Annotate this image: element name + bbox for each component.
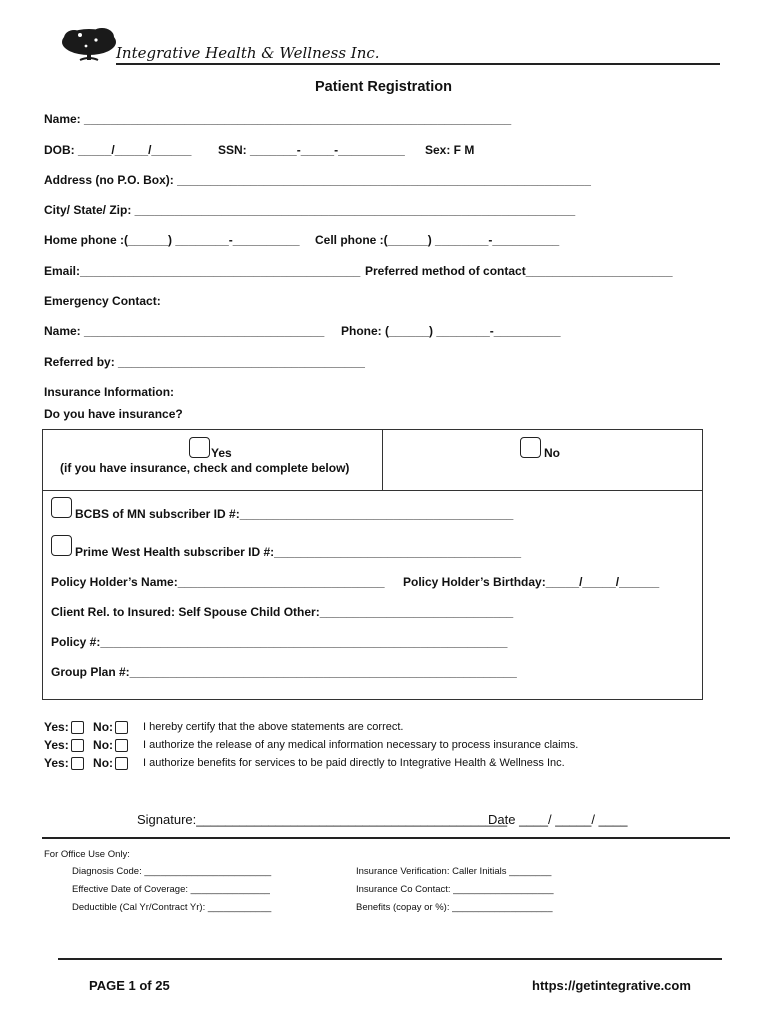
consent-text: I authorize the release of any medical information necessary to process insurance claims. <box>143 739 579 751</box>
policy-holder-name-field[interactable]: Policy Holder’s Name:_______________________________ <box>51 575 385 589</box>
consent-yes-label: Yes: <box>44 738 69 752</box>
consent-row <box>44 720 128 734</box>
home-phone-field[interactable]: Home phone :(______) ________-__________ <box>44 233 300 247</box>
consent-yes-checkbox[interactable] <box>71 757 84 770</box>
insurance-yes-label: Yes <box>211 446 232 460</box>
ssn-field[interactable]: SSN: _______-_____-__________ <box>218 143 405 157</box>
consent-row <box>44 738 128 752</box>
consent-no-checkbox[interactable] <box>115 739 128 752</box>
effective-date-field[interactable]: Effective Date of Coverage: _______________ <box>72 884 270 895</box>
insurance-heading: Insurance Information: <box>44 385 175 399</box>
city-state-zip-field[interactable]: City/ State/ Zip: __________________________________________________________________ <box>44 203 576 217</box>
office-divider <box>42 837 730 839</box>
consent-no-checkbox[interactable] <box>115 757 128 770</box>
emergency-phone-field[interactable]: Phone: (______) ________-__________ <box>341 324 561 338</box>
bcbs-subscriber-field[interactable]: BCBS of MN subscriber ID #:_________________________________________ <box>75 507 514 521</box>
page-number: PAGE 1 of 25 <box>89 978 170 993</box>
insurance-yes-instruction: (if you have insurance, check and complete below) <box>60 461 350 475</box>
policy-holder-birthday-field[interactable]: Policy Holder’s Birthday:_____/_____/______ <box>403 575 660 589</box>
emergency-name-field[interactable]: Name: ____________________________________ <box>44 324 325 338</box>
cell-phone-field[interactable]: Cell phone :(______) ________-__________ <box>315 233 560 247</box>
emergency-contact-heading: Emergency Contact: <box>44 294 161 308</box>
footer-url[interactable]: https://getintegrative.com <box>532 978 691 993</box>
insurance-choice-divider <box>382 429 383 490</box>
referred-by-field[interactable]: Referred by: _____________________________________ <box>44 355 365 369</box>
company-name: Integrative Health & Wellness Inc. <box>116 44 380 62</box>
primewest-subscriber-field[interactable]: Prime West Health subscriber ID #:_____________________________________ <box>75 545 522 559</box>
insurance-no-label: No <box>544 446 560 460</box>
consent-yes-checkbox[interactable] <box>71 721 84 734</box>
consent-text: I hereby certify that the above statements are correct. <box>143 721 404 733</box>
consent-no-label: No: <box>93 756 114 770</box>
address-field[interactable]: Address (no P.O. Box): ______________________________________________________________ <box>44 173 591 187</box>
page-title: Patient Registration <box>315 79 452 95</box>
insurance-verification-field[interactable]: Insurance Verification: Caller Initials ________ <box>356 866 552 877</box>
client-relation-field[interactable]: Client Rel. to Insured: Self Spouse Child Other:_____________________________ <box>51 605 514 619</box>
group-plan-field[interactable]: Group Plan #:__________________________________________________________ <box>51 665 517 679</box>
insurance-yes-checkbox[interactable] <box>189 437 210 458</box>
signature-field[interactable]: Signature:___________________________________________ <box>137 812 508 827</box>
header-rule <box>116 63 720 65</box>
dob-field[interactable]: DOB: _____/_____/______ <box>44 143 192 157</box>
tree-logo-icon <box>60 26 118 66</box>
insurance-contact-field[interactable]: Insurance Co Contact: ___________________ <box>356 884 554 895</box>
bcbs-checkbox[interactable] <box>51 497 72 518</box>
date-field[interactable]: Date ____/ _____/ ____ <box>488 812 628 827</box>
deductible-field[interactable]: Deductible (Cal Yr/Contract Yr): ____________ <box>72 902 272 913</box>
insurance-question: Do you have insurance? <box>44 407 183 421</box>
insurance-no-checkbox[interactable] <box>520 437 541 458</box>
consent-no-label: No: <box>93 720 114 734</box>
consent-text: I authorize benefits for services to be paid directly to Integrative Health & Wellness Inc. <box>143 757 565 769</box>
consent-no-label: No: <box>93 738 114 752</box>
primewest-checkbox[interactable] <box>51 535 72 556</box>
consent-no-checkbox[interactable] <box>115 721 128 734</box>
consent-yes-checkbox[interactable] <box>71 739 84 752</box>
logo <box>60 26 118 71</box>
benefits-field[interactable]: Benefits (copay or %): ___________________ <box>356 902 553 913</box>
consent-row <box>44 756 128 770</box>
consent-yes-label: Yes: <box>44 756 69 770</box>
consent-yes-label: Yes: <box>44 720 69 734</box>
sex-field[interactable]: Sex: F M <box>425 143 475 157</box>
email-field[interactable]: Email:__________________________________________ <box>44 264 361 278</box>
name-field[interactable]: Name: ________________________________________________________________ <box>44 112 512 126</box>
diagnosis-code-field[interactable]: Diagnosis Code: ________________________ <box>72 866 272 877</box>
footer-rule <box>58 958 722 960</box>
policy-number-field[interactable]: Policy #:_____________________________________________________________ <box>51 635 508 649</box>
preferred-contact-field[interactable]: Preferred method of contact______________________ <box>365 264 673 278</box>
insurance-choice-box <box>42 429 703 491</box>
office-use-heading: For Office Use Only: <box>44 849 130 860</box>
